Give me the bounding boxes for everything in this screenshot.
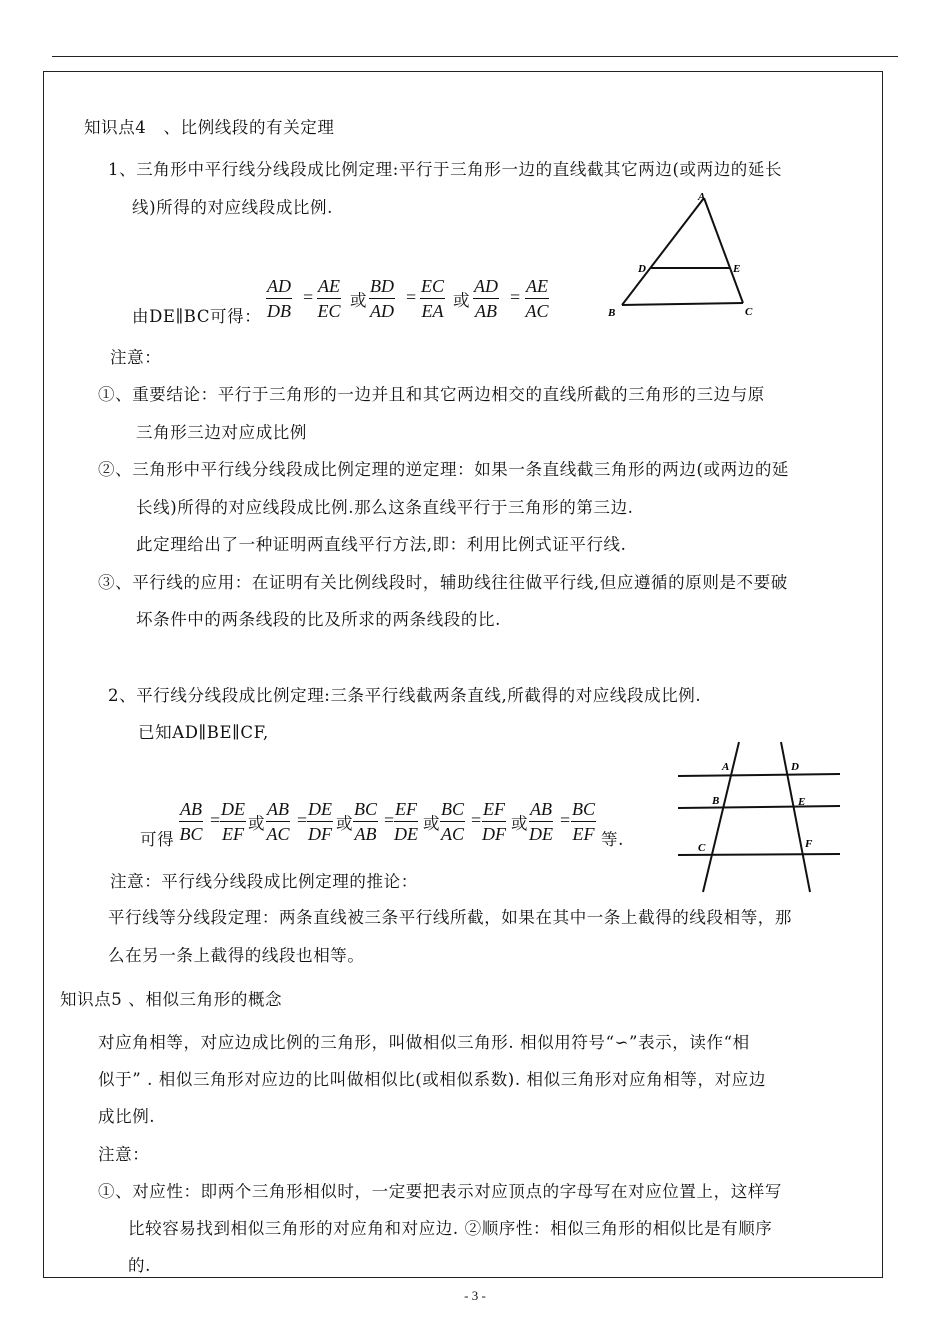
denominator: AB [475,301,497,321]
denominator: AC [525,301,549,321]
numerator: AB [179,799,203,822]
denominator: EA [421,301,444,321]
section5-heading: 知识点5 、相似三角形的概念 [60,990,283,1009]
numerator: AD [266,276,292,299]
denominator: DF [482,824,506,844]
page-number: - 3 - [464,1288,486,1303]
formula1-prefix: 由DE∥BC可得： [132,307,262,326]
formula1-fraction-4 [420,276,445,321]
note1-line1: ①、重要结论：平行于三角形的一边并且和其它两边相交的直线所截的三角形的三边与原 [98,385,765,404]
formula2-fraction-6 [394,799,418,844]
corollary-line2: 么在另一条上截得的线段也相等。 [108,946,365,965]
numerator: EF [482,799,506,822]
numerator: BC [571,799,596,822]
lines-label-b: B [712,795,720,807]
formula1-fraction-3 [369,276,395,321]
section5-note1-line2: 比较容易找到相似三角形的对应角和对应边. ②顺序性：相似三角形的相似比是有顺序 [128,1219,773,1238]
section5-note-label: 注意： [98,1145,150,1164]
triangle-label-b: B [608,307,616,319]
note-label: 注意： [110,348,162,367]
lines-label-d: D [791,761,799,773]
denominator: AC [441,824,465,844]
numerator: DE [220,799,246,822]
equals-sign: = [303,287,314,307]
denominator: AB [354,824,377,844]
definition-line2: 似于” . 相似三角形对应边的比叫做相似比(或相似系数). 相似三角形对应角相等，对应边 [98,1070,766,1089]
formula2-fraction-7 [440,799,465,844]
triangle-label-e: E [733,263,741,275]
numerator: AB [266,799,290,822]
numerator: BC [440,799,465,822]
formula2-fraction-9 [529,799,553,844]
section5-note1-line3: 的. [128,1256,151,1275]
formula2-fraction-8 [482,799,506,844]
note3-line1: ③、平行线的应用：在证明有关比例线段时，辅助线往往做平行线,但应遵循的原则是不要破 [98,573,788,592]
denominator: AD [370,301,394,321]
triangle-label-c: C [745,306,753,318]
note2-line1: ②、三角形中平行线分线段成比例定理的逆定理：如果一条直线截三角形的两边(或两边的延 [98,460,790,479]
or-word: 或 [453,291,470,310]
definition-line1: 对应角相等，对应边成比例的三角形，叫做相似三角形. 相似用符号“∽”表示，读作“相 [98,1033,750,1052]
lines-label-e: E [798,796,806,808]
lines-label-f: F [805,838,813,850]
formula2-fraction-5 [353,799,378,844]
numerator: AB [529,799,553,822]
or-word: 或 [248,814,265,833]
denominator: BC [179,824,203,844]
numerator: BD [369,276,395,299]
formula2-fraction-4 [307,799,333,844]
equals-sign: = [297,810,308,830]
triangle-label-a: A [698,191,706,203]
or-word: 或 [336,814,353,833]
corollary-note: 注意：平行线分线段成比例定理的推论： [110,872,418,891]
formula2-prefix: 可得 [140,830,175,849]
denominator: DE [529,824,553,844]
theorem2-given: 已知AD∥BE∥CF, [138,723,269,742]
triangle-figure [600,188,770,323]
note1-line2: 三角形三边对应成比例 [136,423,307,442]
theorem1-line2: 线)所得的对应线段成比例. [132,198,333,217]
denominator: EC [317,301,341,321]
denominator: DB [267,301,291,321]
lines-label-c: C [698,842,706,854]
equals-sign: = [406,287,417,307]
formula1-fraction-5 [473,276,499,321]
section5-note1-line1: ①、对应性：即两个三角形相似时，一定要把表示对应顶点的字母写在对应位置上，这样写 [98,1182,782,1201]
note2-line2: 长线)所得的对应线段成比例.那么这条直线平行于三角形的第三边. [136,498,634,517]
equals-sign: = [471,810,482,830]
lines-label-a: A [722,761,730,773]
formula2-fraction-2 [220,799,246,844]
parallel-lines-figure [672,736,850,896]
numerator: DE [307,799,333,822]
theorem2-line1: 2、平行线分线段成比例定理:三条平行线截两条直线,所截得的对应线段成比例. [108,686,702,705]
formula2-suffix: 等. [601,830,624,849]
formula1-fraction-2 [317,276,341,321]
formula1-fraction-1 [266,276,292,321]
corollary-line1: 平行线等分线段定理：两条直线被三条平行线所截，如果在其中一条上截得的线段相等，那 [108,908,792,927]
or-word: 或 [350,291,367,310]
numerator: AD [473,276,499,299]
numerator: AE [525,276,549,299]
triangle-label-d: D [638,263,646,275]
numerator: EC [420,276,445,299]
header-rule [52,56,898,57]
equals-sign: = [560,810,571,830]
denominator: EF [572,824,595,844]
theorem1-line1: 1、三角形中平行线分线段成比例定理:平行于三角形一边的直线截其它两边(或两边的延长 [108,160,783,179]
equals-sign: = [510,287,521,307]
section4-heading: 知识点4 、比例线段的有关定理 [84,118,335,137]
denominator: DE [394,824,418,844]
numerator: EF [394,799,418,822]
note3-line2: 坏条件中的两条线段的比及所求的两条线段的比. [136,610,501,629]
denominator: DF [308,824,332,844]
formula2-fraction-10 [571,799,596,844]
equals-sign: = [384,810,395,830]
numerator: BC [353,799,378,822]
denominator: AC [266,824,290,844]
note2-line3: 此定理给出了一种证明两直线平行方法,即：利用比例式证平行线. [136,535,627,554]
equals-sign: = [210,810,221,830]
denominator: EF [222,824,244,844]
formula1-fraction-6 [525,276,549,321]
numerator: AE [317,276,341,299]
formula2-fraction-3 [266,799,290,844]
or-word: 或 [423,814,440,833]
formula2-fraction-1 [179,799,203,844]
definition-line3: 成比例. [98,1107,156,1126]
or-word: 或 [511,814,528,833]
